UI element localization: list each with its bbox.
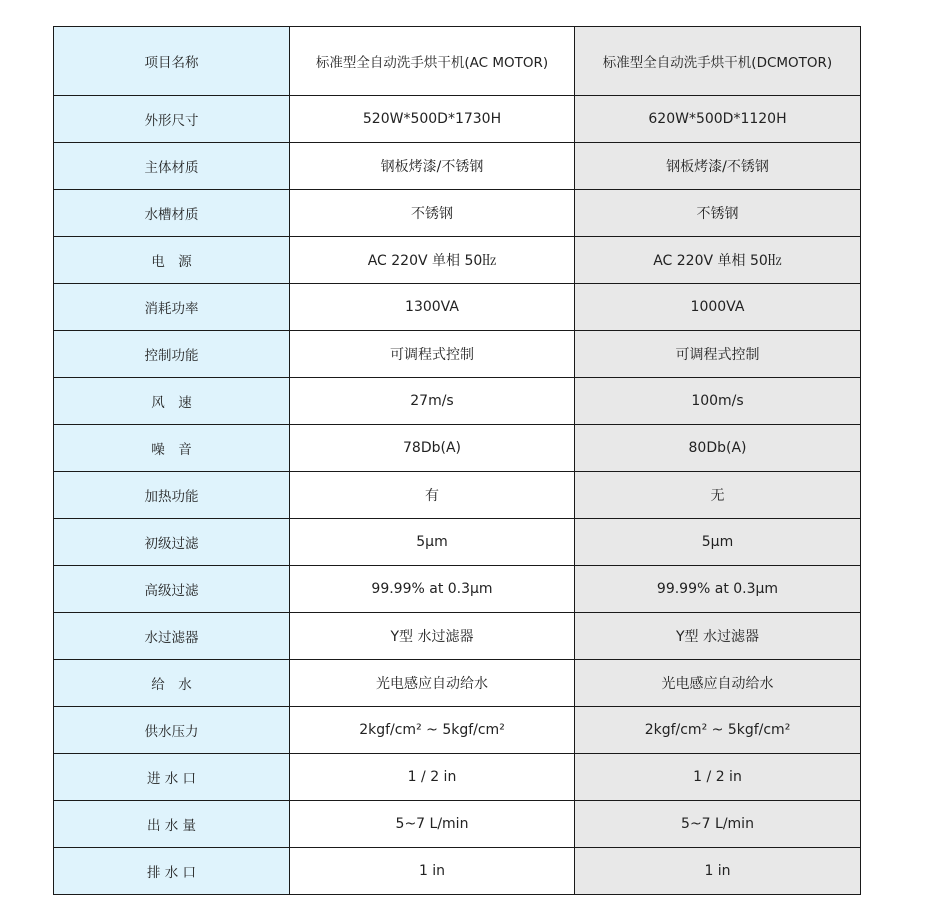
- spec-label: 水槽材质: [54, 190, 290, 237]
- spec-label: 初级过滤: [54, 519, 290, 566]
- dc-value: 2kgf/cm² ~ 5kgf/cm²: [575, 707, 861, 754]
- table-row: [54, 190, 861, 237]
- spec-label: 给 水: [54, 660, 290, 707]
- table-row: [54, 707, 861, 754]
- ac-value: 光电感应自动给水: [290, 660, 575, 707]
- table-row: [54, 519, 861, 566]
- table-row: [54, 331, 861, 378]
- spec-label: 外形尺寸: [54, 96, 290, 143]
- dc-value: Y型 水过滤器: [575, 613, 861, 660]
- ac-value: Y型 水过滤器: [290, 613, 575, 660]
- dc-value: 光电感应自动给水: [575, 660, 861, 707]
- header-ac-model: 标准型全自动洗手烘干机(AC MOTOR): [290, 27, 575, 96]
- spec-label: 风 速: [54, 378, 290, 425]
- dc-value: 80Db(A): [575, 425, 861, 472]
- table-row: [54, 472, 861, 519]
- dc-value: 99.99% at 0.3μm: [575, 566, 861, 613]
- dc-value: 1 / 2 in: [575, 754, 861, 801]
- ac-value: 1 in: [290, 848, 575, 895]
- dc-value: 1 in: [575, 848, 861, 895]
- ac-value: 1 / 2 in: [290, 754, 575, 801]
- ac-value: 有: [290, 472, 575, 519]
- spec-label: 主体材质: [54, 143, 290, 190]
- table-row: [54, 754, 861, 801]
- ac-value: 2kgf/cm² ~ 5kgf/cm²: [290, 707, 575, 754]
- dc-value: 1000VA: [575, 284, 861, 331]
- spec-label: 出 水 量: [54, 801, 290, 848]
- spec-label: 进 水 口: [54, 754, 290, 801]
- table-row: [54, 801, 861, 848]
- table-row: [54, 613, 861, 660]
- table-row: [54, 96, 861, 143]
- spec-label: 加热功能: [54, 472, 290, 519]
- ac-value: 5~7 L/min: [290, 801, 575, 848]
- dc-value: 100m/s: [575, 378, 861, 425]
- table-row: [54, 425, 861, 472]
- table-row: [54, 284, 861, 331]
- table-row: [54, 660, 861, 707]
- dc-value: 无: [575, 472, 861, 519]
- table-row: [54, 566, 861, 613]
- spec-label: 高级过滤: [54, 566, 290, 613]
- ac-value: 5μm: [290, 519, 575, 566]
- ac-value: 1300VA: [290, 284, 575, 331]
- ac-value: 可调程式控制: [290, 331, 575, 378]
- spec-label: 噪 音: [54, 425, 290, 472]
- ac-value: 钢板烤漆/不锈钢: [290, 143, 575, 190]
- table-row: [54, 378, 861, 425]
- header-item-name: 项目名称: [54, 27, 290, 96]
- spec-label: 供水压力: [54, 707, 290, 754]
- ac-value: 99.99% at 0.3μm: [290, 566, 575, 613]
- spec-label: 消耗功率: [54, 284, 290, 331]
- spec-label: 水过滤器: [54, 613, 290, 660]
- spec-label: 控制功能: [54, 331, 290, 378]
- ac-value: 520W*500D*1730H: [290, 96, 575, 143]
- ac-value: AC 220V 单相 50㎐: [290, 237, 575, 284]
- table-header-row: [54, 27, 861, 96]
- header-dc-model: 标准型全自动洗手烘干机(DCMOTOR): [575, 27, 861, 96]
- dc-value: AC 220V 单相 50㎐: [575, 237, 861, 284]
- ac-value: 78Db(A): [290, 425, 575, 472]
- table-row: [54, 237, 861, 284]
- table-row: [54, 848, 861, 895]
- dc-value: 钢板烤漆/不锈钢: [575, 143, 861, 190]
- spec-label: 电 源: [54, 237, 290, 284]
- ac-value: 不锈钢: [290, 190, 575, 237]
- dc-value: 5~7 L/min: [575, 801, 861, 848]
- table-row: [54, 143, 861, 190]
- dc-value: 不锈钢: [575, 190, 861, 237]
- dc-value: 可调程式控制: [575, 331, 861, 378]
- dc-value: 620W*500D*1120H: [575, 96, 861, 143]
- ac-value: 27m/s: [290, 378, 575, 425]
- spec-comparison-table: [53, 26, 861, 895]
- dc-value: 5μm: [575, 519, 861, 566]
- spec-label: 排 水 口: [54, 848, 290, 895]
